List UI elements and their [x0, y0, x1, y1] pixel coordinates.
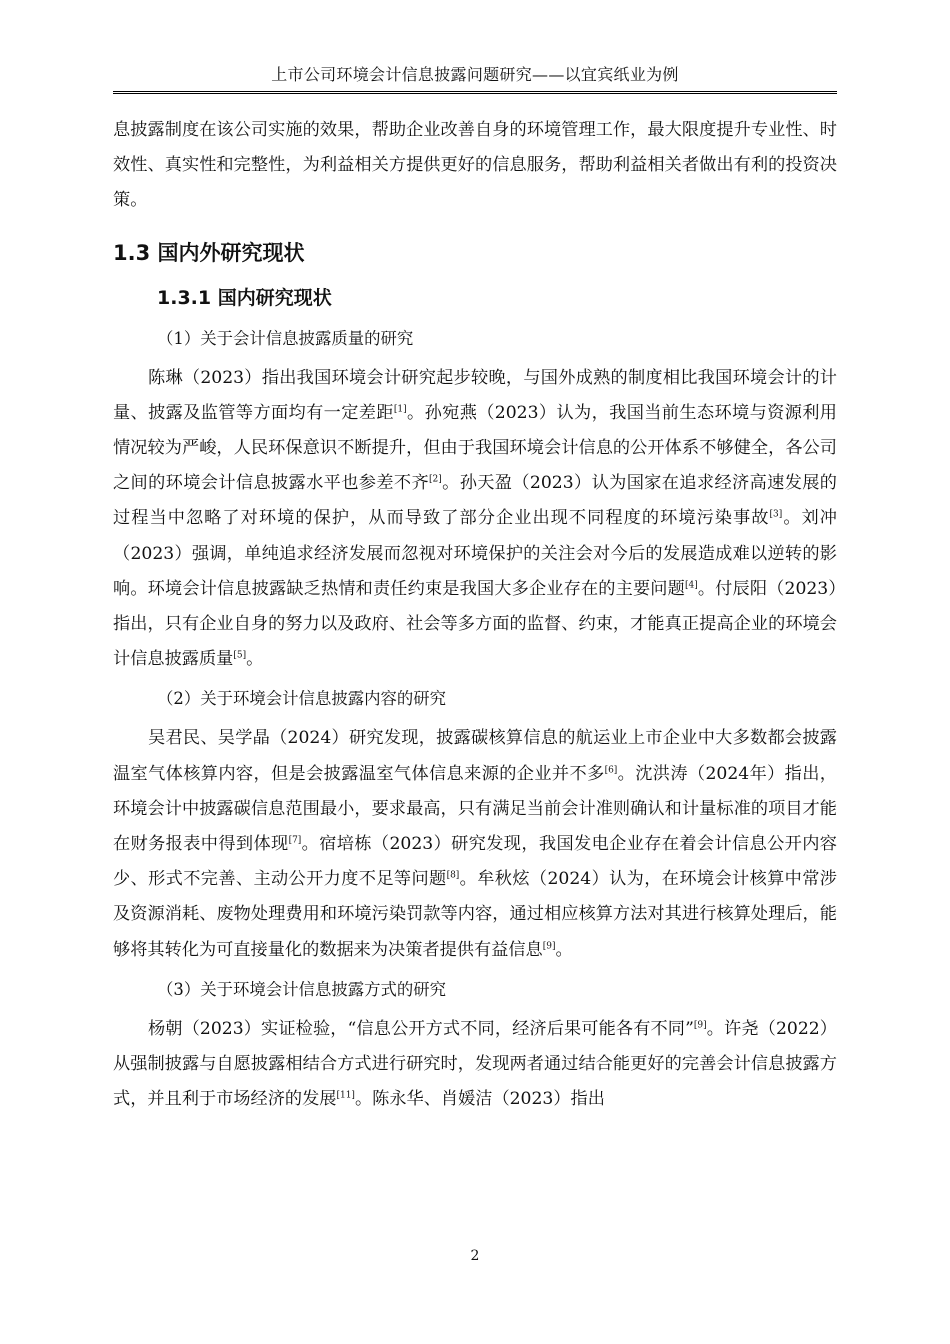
citation: [6]	[604, 764, 618, 775]
citation: [4]	[684, 580, 698, 591]
section-heading: 1.3 国内外研究现状	[113, 240, 305, 265]
part-title: （3）关于环境会计信息披露方式的研究	[157, 979, 447, 999]
citation: [2]	[429, 474, 442, 485]
part-paragraph: 陈琳（2023）指出我国环境会计研究起步较晚，与国外成熟的制度相比我国环境会计的计量、披露及监管等方面均有一定差距[1]。孙宛燕（2023）认为，我国当前生态环境与资源利用情况较为严峻，人民环保意识不断提升，但由于我国环境会计信息的公开体系不够健全，各公司之间的环境会计信息披露水平也参差不齐[2]。孙天盈（2023）认为国家在追求经济高速发展的过程当中忽略了对环境的保护，从而导致了部分企业出现不同程度的环境污染事故[3]。刘冲（2023）强调，单纯追求经济发展而忽视对环境保护的关注会对今后的发展造成难以逆转的影响。环境会计信息披露缺乏热情和责任约束是我国大多企业存在的主要问题[4]。付辰阳（2023）指出，只有企业自身的努力以及政府、社会等多方面的监督、约束，才能真正提高企业的环境会计信息披露质量[5]。	[113, 367, 837, 670]
citation: [9]	[693, 1020, 707, 1031]
running-header: 上市公司环境会计信息披露问题研究——以宜宾纸业为例	[113, 62, 837, 94]
part-1	[113, 321, 837, 678]
page-number: 2	[470, 1248, 480, 1264]
citation: [9]	[542, 940, 556, 951]
part-3	[113, 972, 837, 1118]
citation: [7]	[288, 835, 302, 846]
citation: [3]	[769, 509, 783, 520]
citation: [1]	[393, 404, 407, 415]
part-2	[113, 681, 837, 967]
page-body	[113, 113, 837, 1117]
citation: [11]	[336, 1090, 355, 1101]
citation: [8]	[446, 870, 460, 881]
subsection-heading: 1.3.1 国内研究现状	[157, 286, 332, 309]
part-title: （2）关于环境会计信息披露内容的研究	[157, 689, 447, 709]
part-paragraph: 吴君民、吴学晶（2024）研究发现，披露碳核算信息的航运业上市企业中大多数都会披露温室气体核算内容，但是会披露温室气体信息来源的企业并不多[6]。沈洪涛（2024年）指出，环境会计中披露碳信息范围最小，要求最高，只有满足当前会计准则确认和计量标准的项目才能在财务报表中得到体现[7]。宿培栋（2023）研究发现，我国发电企业存在着会计信息公开内容少、形式不完善、主动公开力度不足等问题[8]。牟秋炫（2024）认为，在环境会计核算中常涉及资源消耗、废物处理费用和环境污染罚款等内容，通过相应核算方法对其进行核算处理后，能够将其转化为可直接量化的数据来为决策者提供有益信息[9]。	[113, 728, 837, 960]
part-title: （1）关于会计信息披露质量的研究	[157, 328, 414, 348]
part-paragraph: 杨朝（2023）实证检验，“信息公开方式不同，经济后果可能各有不同”[9]。许尧（2022）从强制披露与自愿披露相结合方式进行研究时，发现两者通过结合能更好的完善会计信息披露方式，并且利于市场经济的发展[11]。陈永华、肖媛洁（2023）指出	[113, 1018, 837, 1110]
intro-paragraph: 息披露制度在该公司实施的效果，帮助企业改善自身的环境管理工作，最大限度提升专业性、时效性、真实性和完整性，为利益相关方提供更好的信息服务，帮助利益相关者做出有利的投资决策。	[113, 120, 837, 211]
citation: [5]	[233, 650, 247, 661]
